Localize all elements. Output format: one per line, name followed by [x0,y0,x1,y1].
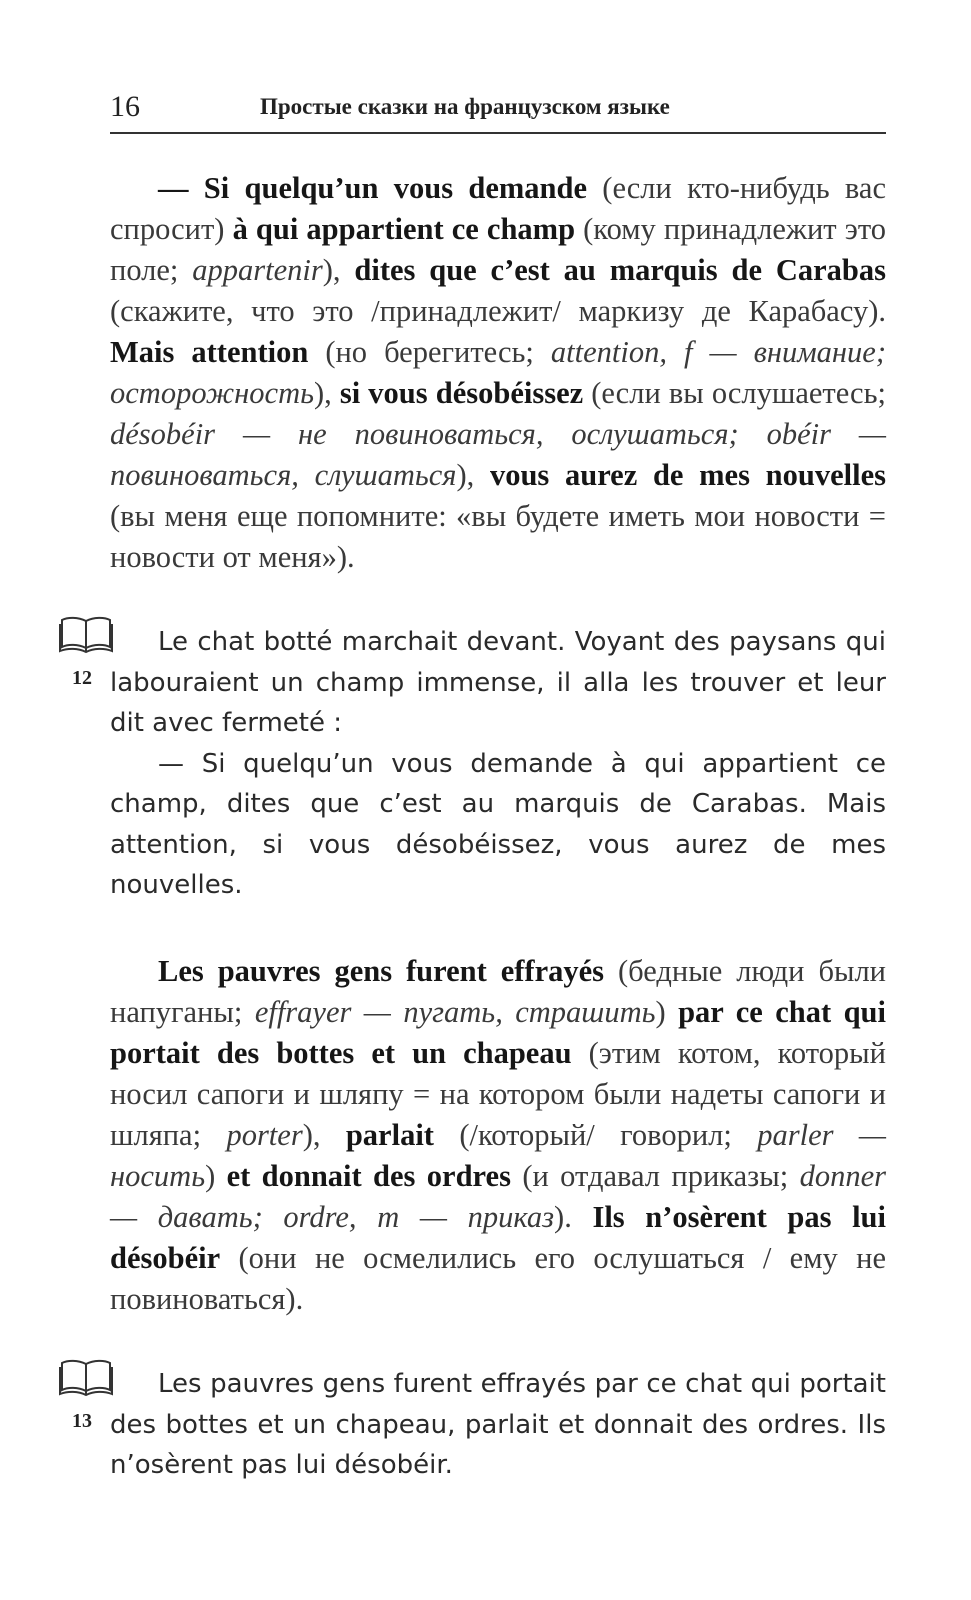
french-phrase: et donnait des ordres [226,1159,511,1193]
translation-text: ). [554,1200,593,1234]
translation-text: ) [205,1159,227,1193]
translation-text: ), [302,1118,346,1152]
french-phrase: par ce chat qui portait des bottes et un chapeau [110,995,886,1070]
french-phrase: — [158,171,204,205]
translation-text: (и отдавал приказы; [510,1159,800,1193]
french-phrase: parlait [345,1118,434,1152]
original-paragraph: — Si quelqu’un vous demande à qui appartient ce champ, dites que c’est au marquis de Carabas. Mais attention, si vous désobéissez, vous aurez de mes nouvelles. [110,748,886,900]
translation-text: (вы меня еще попомните: «вы будете иметь мои новости = новости от меня»). [110,499,886,574]
dictionary-note: effrayer — пугать, страшить [254,995,656,1029]
original-paragraph: Le chat botté marchait devant. Voyant des paysans qui labouraient un champ immense, il alla les trouver et leur dit avec fermeté : [110,627,886,738]
french-phrase: à qui appartient ce champ [232,212,576,246]
dictionary-note: appartenir [192,253,323,287]
page-header [110,82,886,134]
original-text-1 [110,622,886,906]
original-paragraph: Les pauvres gens furent effrayés par ce chat qui portait des bottes et un chapeau, parlait et donnait des ordres. Ils n’osèrent pas lui désobéir. [110,1369,886,1480]
translation-text: (они не осмелились его ослушаться / ему не повиноваться). [110,1241,886,1316]
running-title: Простые сказки на французском языке [260,94,670,119]
adapted-paragraph-2 [110,951,886,1320]
french-phrase: Ils n’osèrent pas lui désobéir [110,1200,886,1275]
translation-text: (если вы ослушаетесь; [583,376,886,410]
french-phrase: dites que c’est au marquis de Carabas [354,253,886,287]
open-book-icon [58,1358,114,1398]
french-phrase: Mais attention [110,335,309,369]
translation-text: (/который/ говорил; [433,1118,758,1152]
chunk-number: 13 [72,1410,92,1432]
french-phrase: vous aurez de mes nouvelles [489,458,886,492]
dictionary-note: parler — носить [110,1118,886,1193]
translation-text: ), [322,253,355,287]
translation-text: (но берегитесь; [308,335,551,369]
translation-text: (если кто-нибудь вас спросит) [110,171,886,246]
adapted-paragraph-1 [110,168,886,578]
french-phrase: Si quelqu’un vous demande [203,171,587,205]
open-book-icon [58,615,114,655]
dictionary-note: porter [226,1118,303,1152]
translation-text: (скажите, что это /принадлежит/ маркизу де Карабасу). [110,294,886,328]
translation-text: (кому принадлежит это поле; [110,212,887,287]
french-phrase: Les pauvres gens furent effrayés [158,954,605,988]
dictionary-note: donner — давать; ordre, m — приказ [110,1159,886,1234]
translation-text: ), [314,376,340,410]
dictionary-note: attention, f — внимание; осторожность [110,335,887,410]
chunk-number: 12 [72,667,92,689]
original-text-2 [110,1364,886,1486]
french-phrase: si vous désobéissez [339,376,584,410]
translation-text: ) [655,995,679,1029]
translation-text: (этим котом, который носил сапоги и шляпу = на котором были надеты сапоги и шляпа; [110,1036,886,1152]
translation-text: ), [456,458,490,492]
dictionary-note: désobéir — не повиноваться, ослушаться; obéir — повиноваться, слушаться [110,417,886,492]
translation-text: (бедные люди были напуганы; [110,954,886,1029]
page-number: 16 [110,90,140,123]
